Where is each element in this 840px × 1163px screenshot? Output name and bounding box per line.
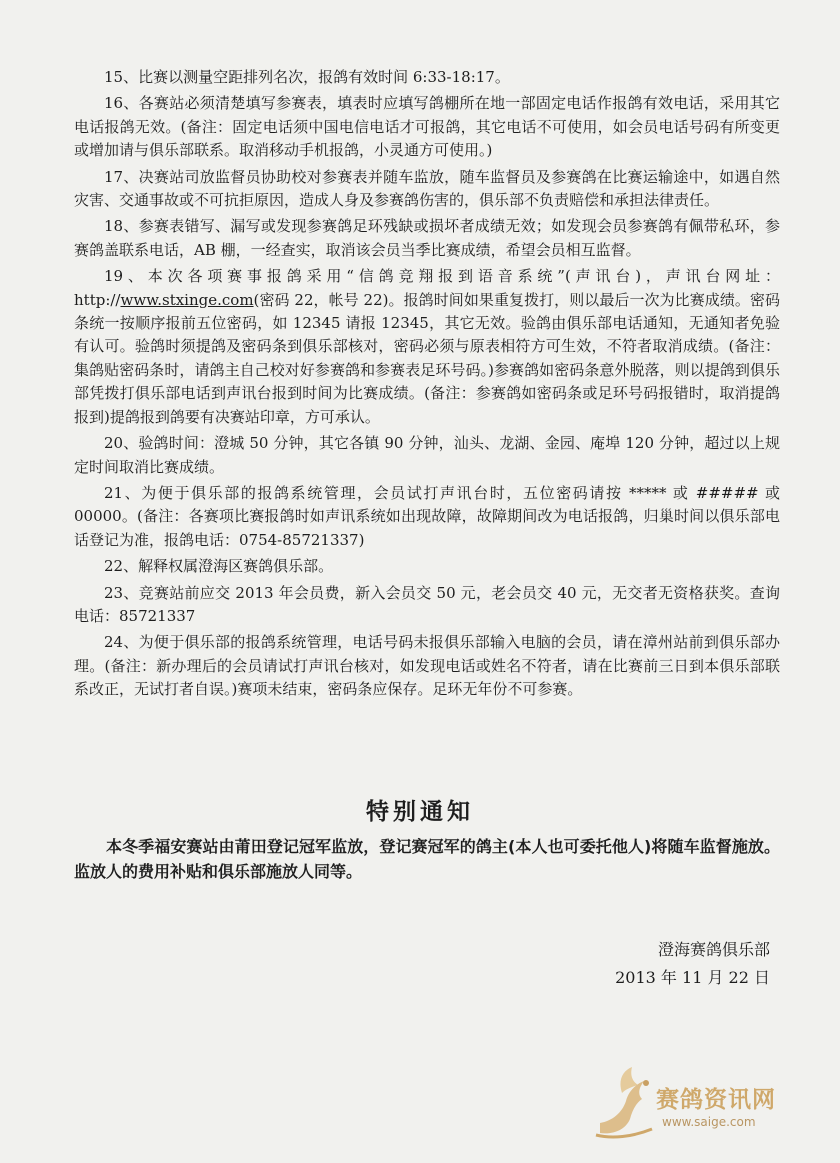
signature-org: 澄海赛鸽俱乐部: [657, 940, 770, 959]
watermark-url[interactable]: www.saige.com: [662, 1115, 756, 1129]
watermark-name: 赛鸽资讯网: [656, 1087, 776, 1113]
signature-block: [615, 936, 770, 992]
rule-19: [74, 265, 780, 429]
rule-19-text-a: 19、本次各项赛事报鸽采用“信鸽竞翔报到语音系统”(声讯台)，声讯台网址：http://: [74, 267, 780, 309]
website-link[interactable]: www.stxinge.com: [120, 290, 254, 309]
rule-22: 22、解释权属澄海区赛鸽俱乐部。: [104, 557, 334, 576]
signature-date: 2013 年 11 月 22 日: [615, 968, 770, 987]
watermark: [592, 1063, 822, 1141]
rule-24: 24、为便于俱乐部的报鸽系统管理，电话号码未报俱乐部输入电脑的会员，请在漳州站前到俱乐部办理。(备注：新办理后的会员请试打声讯台核对，如发现电话或姓名不符者，请在比赛前三日到本俱乐部联系改正，无试打者自误。)赛项未结束，密码条应保存。足环无年份不可参赛。: [74, 633, 780, 699]
rule-15: 15、比赛以测量空距排列名次，报鸽有效时间 6:33-18:17。: [104, 68, 510, 86]
rule-16: 16、各赛站必须清楚填写参赛表，填表时应填写鸽棚所在地一部固定电话作报鸽有效电话，采用其它电话报鸽无效。(备注：固定电话须中国电信电话才可报鸽，其它电话不可使用，如会员电话号码有所变更或增加请与俱乐部联系。取消移动手机报鸽，小灵通方可使用。): [74, 94, 780, 160]
rule-21: 21、为便于俱乐部的报鸽系统管理，会员试打声讯台时，五位密码请按 ***** 或 ##### 或 00000。(备注：各赛项比赛报鸽时如声讯系统如出现故障，故障期间改为电话报鸽，归巢时间以俱乐部电话登记为准，报鸽电话：0754-85721337): [74, 483, 780, 549]
rule-20: 20、验鸽时间：澄城 50 分钟，其它各镇 90 分钟，汕头、龙湖、金园、庵埠 120 分钟，超过以上规定时间取消比赛成绩。: [74, 434, 780, 476]
rule-17: 17、决赛站司放监督员协助校对参赛表并随车监放，随车监督员及参赛鸽在比赛运输途中，如遇自然灾害、交通事故或不可抗拒原因，造成人身及参赛鸽伤害的，俱乐部不负责赔偿和承担法律责任。: [74, 167, 780, 210]
rule-19-text-b: (密码 22，帐号 22)。报鸽时间如果重复拨打，则以最后一次为比赛成绩。密码条统一按顺序报前五位密码，如 12345 请报 12345，其它无效。验鸽由俱乐部电话通知，无通知者免验有认可。验鸽时须提鸽及密码条到俱乐部核对，密码必须与原表相符方可生效，不符者取消成绩。(备注：集鸽贴密码条时，请鸽主自己校对好参赛鸽和参赛表足环号码。)参赛鸽如密码条意外脱落，则以提鸽到俱乐部凭拨打俱乐部电话到声讯台报到时间为比赛成绩。(备注：参赛鸽如密码条或足环号码报错时，取消提鸽报到)提鸽报到鸽要有决赛站印章，方可承认。: [74, 290, 780, 426]
rules-list: [74, 66, 780, 705]
notice-title: 特别通知: [366, 799, 474, 825]
rule-18: 18、参赛表错写、漏写或发现参赛鸽足环残缺或损坏者成绩无效；如发现会员参赛鸽有佩带私环，参赛鸽盖联系电话，AB 棚，一经查实，取消该会员当季比赛成绩，希望会员相互监督。: [74, 217, 780, 259]
pigeon-logo-icon: [592, 1063, 660, 1141]
notice-body: 本冬季福安赛站由莆田登记冠军监放，登记赛冠军的鸽主(本人也可委托他人)将随车监督施放。监放人的费用补贴和俱乐部施放人同等。: [74, 837, 780, 881]
rule-23: 23、竞赛站前应交 2013 年会员费，新入会员交 50 元，老会员交 40 元，无交者无资格获奖。查询电话：85721337: [74, 583, 780, 625]
